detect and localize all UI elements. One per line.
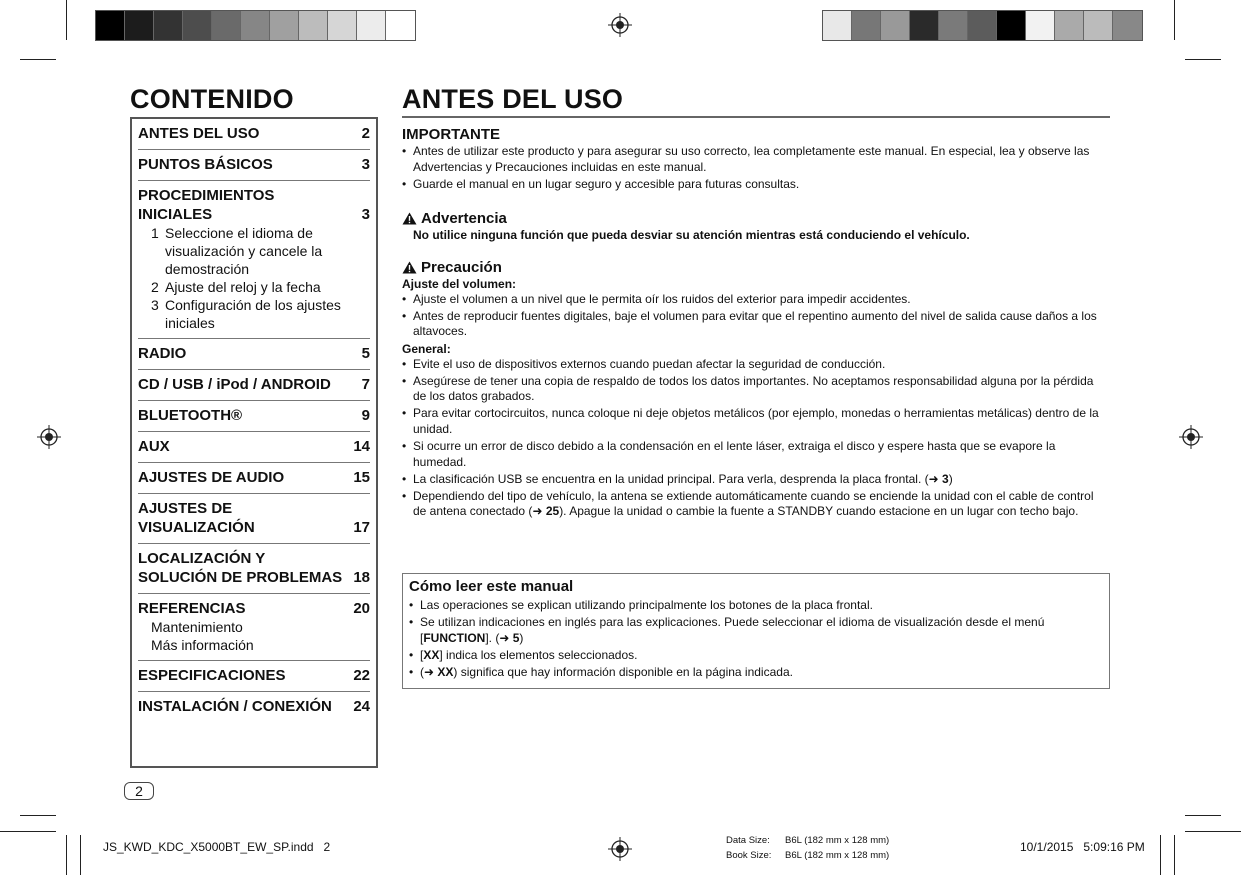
toc-entry-label: PROCEDIMIENTOS INICIALES (138, 187, 275, 223)
footer-filename: JS_KWD_KDC_X5000BT_EW_SP.indd 2 (103, 840, 331, 854)
list-item: • Evite el uso de dispositivos externos cuando puedan afectar la seguridad de conducción. (402, 357, 1110, 373)
crop-mark (1185, 59, 1221, 60)
color-swatch (823, 11, 852, 40)
color-swatch (183, 11, 212, 40)
important-list (402, 144, 1110, 192)
toc-entry-row (138, 437, 370, 456)
color-swatch (1084, 11, 1113, 40)
toc-entry-label: BLUETOOTH® (138, 407, 243, 424)
toc-subentry-label: Mantenimiento (151, 619, 243, 635)
toc-entry[interactable] (138, 150, 370, 181)
list-item: • Antes de utilizar este producto y para asegurar su uso correcto, lea completamente este manual. En especial, lea y observe las Advertencias y Precauciones incluidas en este manual. (402, 144, 1110, 175)
toc-subentry-label: Seleccione el idioma de visualización y cancele la demostración (165, 225, 323, 277)
list-item: • Se utilizan indicaciones en inglés para las explicaciones. Puede seleccionar el idioma de visualización desde el menú [FUNCTION]. (➜ 5) (409, 615, 1103, 646)
caution-heading-label: Precaución (421, 258, 502, 276)
toc-entry-page: 9 (361, 407, 370, 424)
toc-entry[interactable] (138, 463, 370, 494)
crop-mark (66, 835, 67, 875)
color-swatch (1026, 11, 1055, 40)
toc-entry[interactable] (138, 661, 370, 692)
color-swatch (881, 11, 910, 40)
toc-subentry[interactable] (138, 618, 370, 636)
color-swatch (939, 11, 968, 40)
color-swatch (299, 11, 328, 40)
toc-subentry[interactable] (138, 636, 370, 654)
toc-entry-row (138, 155, 370, 174)
toc-subentry[interactable] (138, 296, 370, 332)
color-swatch (328, 11, 357, 40)
page-reference[interactable]: ➜ 5 (499, 630, 520, 645)
list-item: • Guarde el manual en un lugar seguro y accesible para futuras consultas. (402, 177, 1110, 193)
toc-subentry-number: 3 (151, 297, 159, 313)
toc-entry-label: INSTALACIÓN / CONEXIÓN (138, 698, 332, 715)
toc-subentry-number: 1 (151, 225, 159, 241)
toc-entry-row (138, 499, 370, 537)
color-swatch (125, 11, 154, 40)
toc-entry[interactable] (138, 432, 370, 463)
toc-entry-page: 22 (353, 667, 370, 684)
color-swatch (386, 11, 415, 40)
volume-list (402, 292, 1110, 340)
color-swatch (270, 11, 299, 40)
main-content (402, 84, 1110, 522)
crop-mark (1185, 815, 1221, 816)
toc-entry[interactable] (138, 119, 370, 150)
warning-heading-label: Advertencia (421, 209, 507, 227)
toc-entry-row (138, 406, 370, 425)
page-reference[interactable]: ➜ 3 (928, 471, 949, 486)
toc-entry[interactable] (138, 544, 370, 594)
list-item: • Para evitar cortocircuitos, nunca coloque ni deje objetos metálicos (por ejemplo, monedas o herramientas metálicas) dentro de la unidad. (402, 406, 1110, 437)
toc-entry-row (138, 549, 370, 587)
volume-label: Ajuste del volumen: (402, 276, 517, 291)
toc-subentry-number: 2 (151, 279, 159, 295)
toc-entry-page: 20 (353, 600, 370, 617)
toc-entry-label: CD / USB / iPod / ANDROID (138, 376, 331, 393)
color-swatch (212, 11, 241, 40)
toc-entry[interactable] (138, 594, 370, 661)
color-swatch (96, 11, 125, 40)
how-to-read-list (409, 598, 1103, 680)
crop-mark (0, 831, 56, 832)
list-item: • [XX] indica los elementos seleccionados. (409, 648, 1103, 664)
footer-data-size-value: B6L (182 mm x 128 mm) (785, 835, 890, 846)
crop-mark (20, 815, 56, 816)
toc-entry-label: AJUSTES DE AUDIO (138, 469, 285, 486)
toc-entry[interactable] (138, 692, 370, 722)
page-reference[interactable]: ➜ 25 (532, 504, 560, 519)
toc-entry-label: PUNTOS BÁSICOS (138, 156, 273, 173)
list-item: • Asegúrese de tener una copia de respaldo de todos los datos importantes. No aceptamos responsabilidad alguna por la pérdida de los datos grabados. (402, 374, 1110, 405)
toc-entry-label: RADIO (138, 345, 187, 362)
registration-mark-icon (1179, 425, 1203, 449)
toc-subentry-label: Ajuste del reloj y la fecha (165, 279, 321, 295)
color-bar-left (95, 10, 416, 41)
toc-subentry-label: Más información (151, 637, 254, 653)
toc-entry-page: 3 (361, 206, 370, 223)
toc-entry-page: 15 (353, 469, 370, 486)
toc-entry-row (138, 124, 370, 143)
crop-mark (1174, 835, 1175, 875)
crop-mark (80, 835, 81, 875)
toc-entry-page: 7 (361, 376, 370, 393)
caution-heading (402, 259, 1110, 277)
registration-mark-icon (608, 837, 632, 861)
color-swatch (852, 11, 881, 40)
color-swatch (910, 11, 939, 40)
important-heading: IMPORTANTE (402, 126, 501, 143)
selected-item-key: XX (423, 647, 440, 662)
toc-entry-row (138, 186, 370, 224)
list-item: • Dependiendo del tipo de vehículo, la antena se extiende automáticamente cuando se enciende la unidad con el cable de control de antena conectado (➜ 25). Apague la unidad o cambie la fuente a STANDBY cuando estacione en un lugar con techo bajo. (402, 489, 1110, 520)
caution-triangle-icon (402, 261, 417, 274)
toc-subentry-label: Configuración de los ajustes iniciales (165, 297, 341, 331)
toc-entry-row (138, 468, 370, 487)
registration-mark-icon (608, 13, 632, 37)
toc-entry-row (138, 344, 370, 363)
color-swatch (357, 11, 386, 40)
toc-entry-label: AUX (138, 438, 170, 455)
toc-entry-label: REFERENCIAS (138, 600, 246, 617)
footer-book-size-value: B6L (182 mm x 128 mm) (785, 850, 890, 861)
toc-title: CONTENIDO (130, 84, 294, 114)
toc-subentry[interactable] (138, 278, 370, 296)
page-title: ANTES DEL USO (402, 84, 624, 114)
crop-mark (1185, 831, 1241, 832)
toc-entry-label: ANTES DEL USO (138, 125, 260, 142)
page-reference: ➜ XX (424, 664, 454, 679)
toc-subentry[interactable] (138, 224, 370, 278)
warning-heading (402, 210, 1110, 228)
color-swatch (241, 11, 270, 40)
color-swatch (154, 11, 183, 40)
toc-entry-page: 24 (353, 698, 370, 715)
toc-entry-row (138, 697, 370, 716)
toc-entry-row (138, 599, 370, 618)
general-list (402, 357, 1110, 520)
toc-entry[interactable] (138, 181, 370, 339)
how-to-read-box (402, 573, 1110, 689)
footer-timestamp: 10/1/2015 5:09:16 PM (1020, 840, 1145, 854)
warning-triangle-icon (402, 212, 417, 225)
list-item: • Antes de reproducir fuentes digitales, baje el volumen para evitar que el repentino aumento del nivel de salida cause daños a los altavoces. (402, 309, 1110, 340)
list-item: • La clasificación USB se encuentra en la unidad principal. Para verla, desprenda la placa frontal. (➜ 3) (402, 472, 1110, 488)
toc-entry-row (138, 375, 370, 394)
crop-mark (20, 59, 56, 60)
toc-entry-page: 14 (353, 438, 370, 455)
color-swatch (968, 11, 997, 40)
list-item: • Las operaciones se explican utilizando principalmente los botones de la placa frontal. (409, 598, 1103, 614)
toc-entry-label: ESPECIFICACIONES (138, 667, 286, 684)
how-to-read-title: Cómo leer este manual (409, 578, 574, 595)
list-item: • Ajuste el volumen a un nivel que le permita oír los ruidos del exterior para impedir accidentes. (402, 292, 1110, 308)
list-item: • Si ocurre un error de disco debido a la condensación en el lente láser, extraiga el disco y espere hasta que se evapore la humedad. (402, 439, 1110, 470)
toc-entry[interactable] (138, 339, 370, 370)
crop-mark (66, 0, 67, 40)
toc-entry-label: AJUSTES DE VISUALIZACIÓN (138, 500, 255, 536)
toc-entry[interactable] (138, 401, 370, 432)
page-number: 2 (124, 782, 154, 800)
toc-entry[interactable] (138, 370, 370, 401)
toc-entry[interactable] (138, 494, 370, 544)
footer-data-size-label: Data Size: (726, 835, 770, 846)
warning-text: No utilice ninguna función que pueda desviar su atención mientras está conduciendo el vehículo. (413, 227, 970, 242)
crop-mark (1160, 835, 1161, 875)
footer-book-size-label: Book Size: (726, 850, 772, 861)
toc-entry-page: 5 (361, 345, 370, 362)
toc-entry-row (138, 666, 370, 685)
list-item: • (➜ XX) significa que hay información disponible en la página indicada. (409, 665, 1103, 681)
color-bar-right (822, 10, 1143, 41)
toc-entry-page: 3 (361, 156, 370, 173)
toc-entry-page: 17 (353, 519, 370, 536)
color-swatch (1055, 11, 1084, 40)
toc-entry-label: LOCALIZACIÓN Y SOLUCIÓN DE PROBLEMAS (138, 550, 343, 586)
general-label: General: (402, 341, 451, 356)
function-key: FUNCTION (423, 630, 486, 645)
toc-entry-page: 2 (361, 125, 370, 142)
crop-mark (1174, 0, 1175, 40)
table-of-contents (130, 117, 378, 768)
title-rule (402, 116, 1110, 118)
toc-entry-page: 18 (353, 569, 370, 586)
color-swatch (997, 11, 1026, 40)
color-swatch (1113, 11, 1142, 40)
registration-mark-icon (37, 425, 61, 449)
